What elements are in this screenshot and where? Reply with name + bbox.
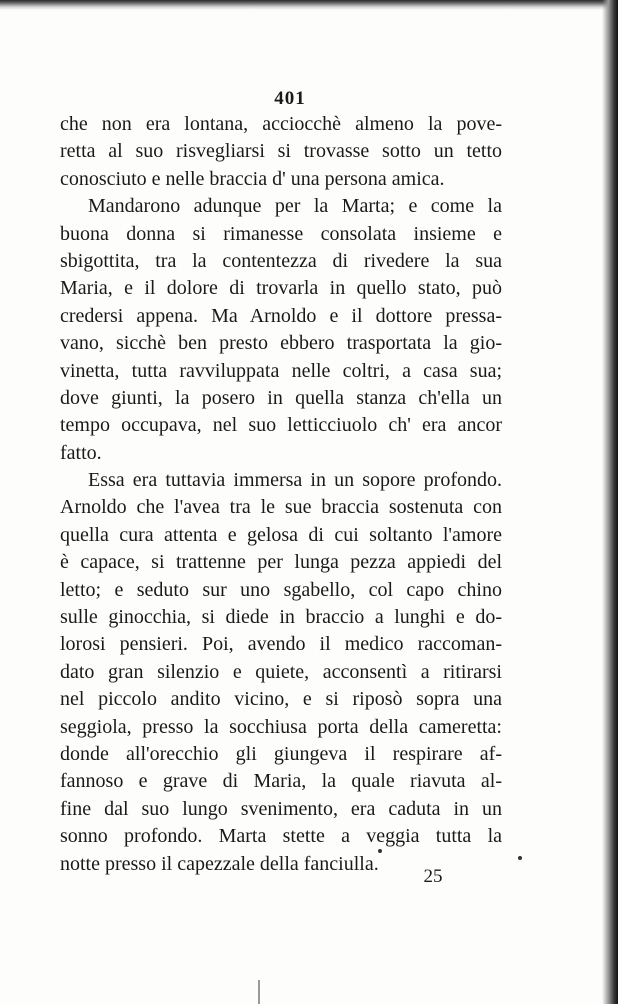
text-line: Mandarono adunque per la Marta; e come la — [88, 195, 502, 218]
text-line: Maria, e il dolore di trovarla in quello stato, può — [60, 277, 502, 300]
text-line: sbigottita, tra la contentezza di rivedere la sua — [60, 249, 502, 272]
text-line: buona donna si rimanesse consolata insieme e — [60, 222, 502, 245]
text-line: dove giunti, la posero in quella stanza ch'ella un — [60, 386, 502, 409]
text-line: vinetta, tutta ravviluppata nelle coltri, a casa sua; — [60, 359, 502, 382]
text-line: che non era lontana, acciocchè almeno la pove- — [60, 113, 502, 135]
page-right-edge-shadow — [602, 0, 618, 1004]
bottom-tick-mark — [258, 980, 260, 1004]
text-line: donde all'orecchio gli giungeva il respirare af- — [60, 742, 502, 765]
text-line: letto; e seduto sur uno sgabello, col capo chino — [60, 578, 502, 601]
text-line: retta al suo risvegliarsi si trovasse sotto un tetto — [60, 140, 502, 163]
body-text — [60, 111, 502, 878]
text-line: è capace, si trattenne per lunga pezza appiedi del — [60, 551, 502, 574]
text-line: sonno profondo. Marta stette a veggia tutta la — [60, 825, 502, 848]
text-line: vano, sicchè ben presto ebbero trasportata la gio- — [60, 332, 502, 355]
text-line: quella cura attenta e gelosa di cui soltanto l'amore — [60, 523, 502, 546]
ink-speck — [378, 849, 382, 853]
text-line: notte presso il capezzale della fanciulla. — [60, 852, 379, 875]
text-line: seggiola, presso la socchiusa porta della cameretta: — [60, 715, 502, 738]
text-line: conosciuto e nelle braccia d' una persona amica. — [60, 167, 445, 190]
text-line: lorosi pensieri. Poi, avendo il medico raccoman- — [60, 633, 502, 656]
text-line: sulle ginocchia, si diede in braccio a lunghi e do- — [60, 606, 502, 629]
text-line: credersi appena. Ma Arnoldo e il dottore pressa- — [60, 304, 502, 327]
page-number: 401 — [274, 88, 306, 109]
text-line: tempo occupava, nel suo letticciuolo ch' era ancor — [60, 414, 502, 437]
text-line: Arnoldo che l'avea tra le sue braccia sostenuta con — [60, 496, 502, 519]
text-line: nel piccolo andito vicino, e si riposò sopra una — [60, 688, 502, 711]
page-top-edge-shadow — [0, 0, 618, 10]
ink-speck — [518, 856, 522, 860]
text-line: fannoso e grave di Maria, la quale riavuta al- — [60, 770, 502, 793]
text-line: Essa era tuttavia immersa in un sopore profondo. — [88, 469, 502, 492]
text-line: fatto. — [60, 441, 102, 464]
text-line: fine dal suo lungo svenimento, era caduta in un — [60, 797, 502, 820]
text-line: dato gran silenzio e quiete, acconsentì a ritirarsi — [60, 660, 502, 683]
signature-mark: 25 — [423, 866, 443, 887]
